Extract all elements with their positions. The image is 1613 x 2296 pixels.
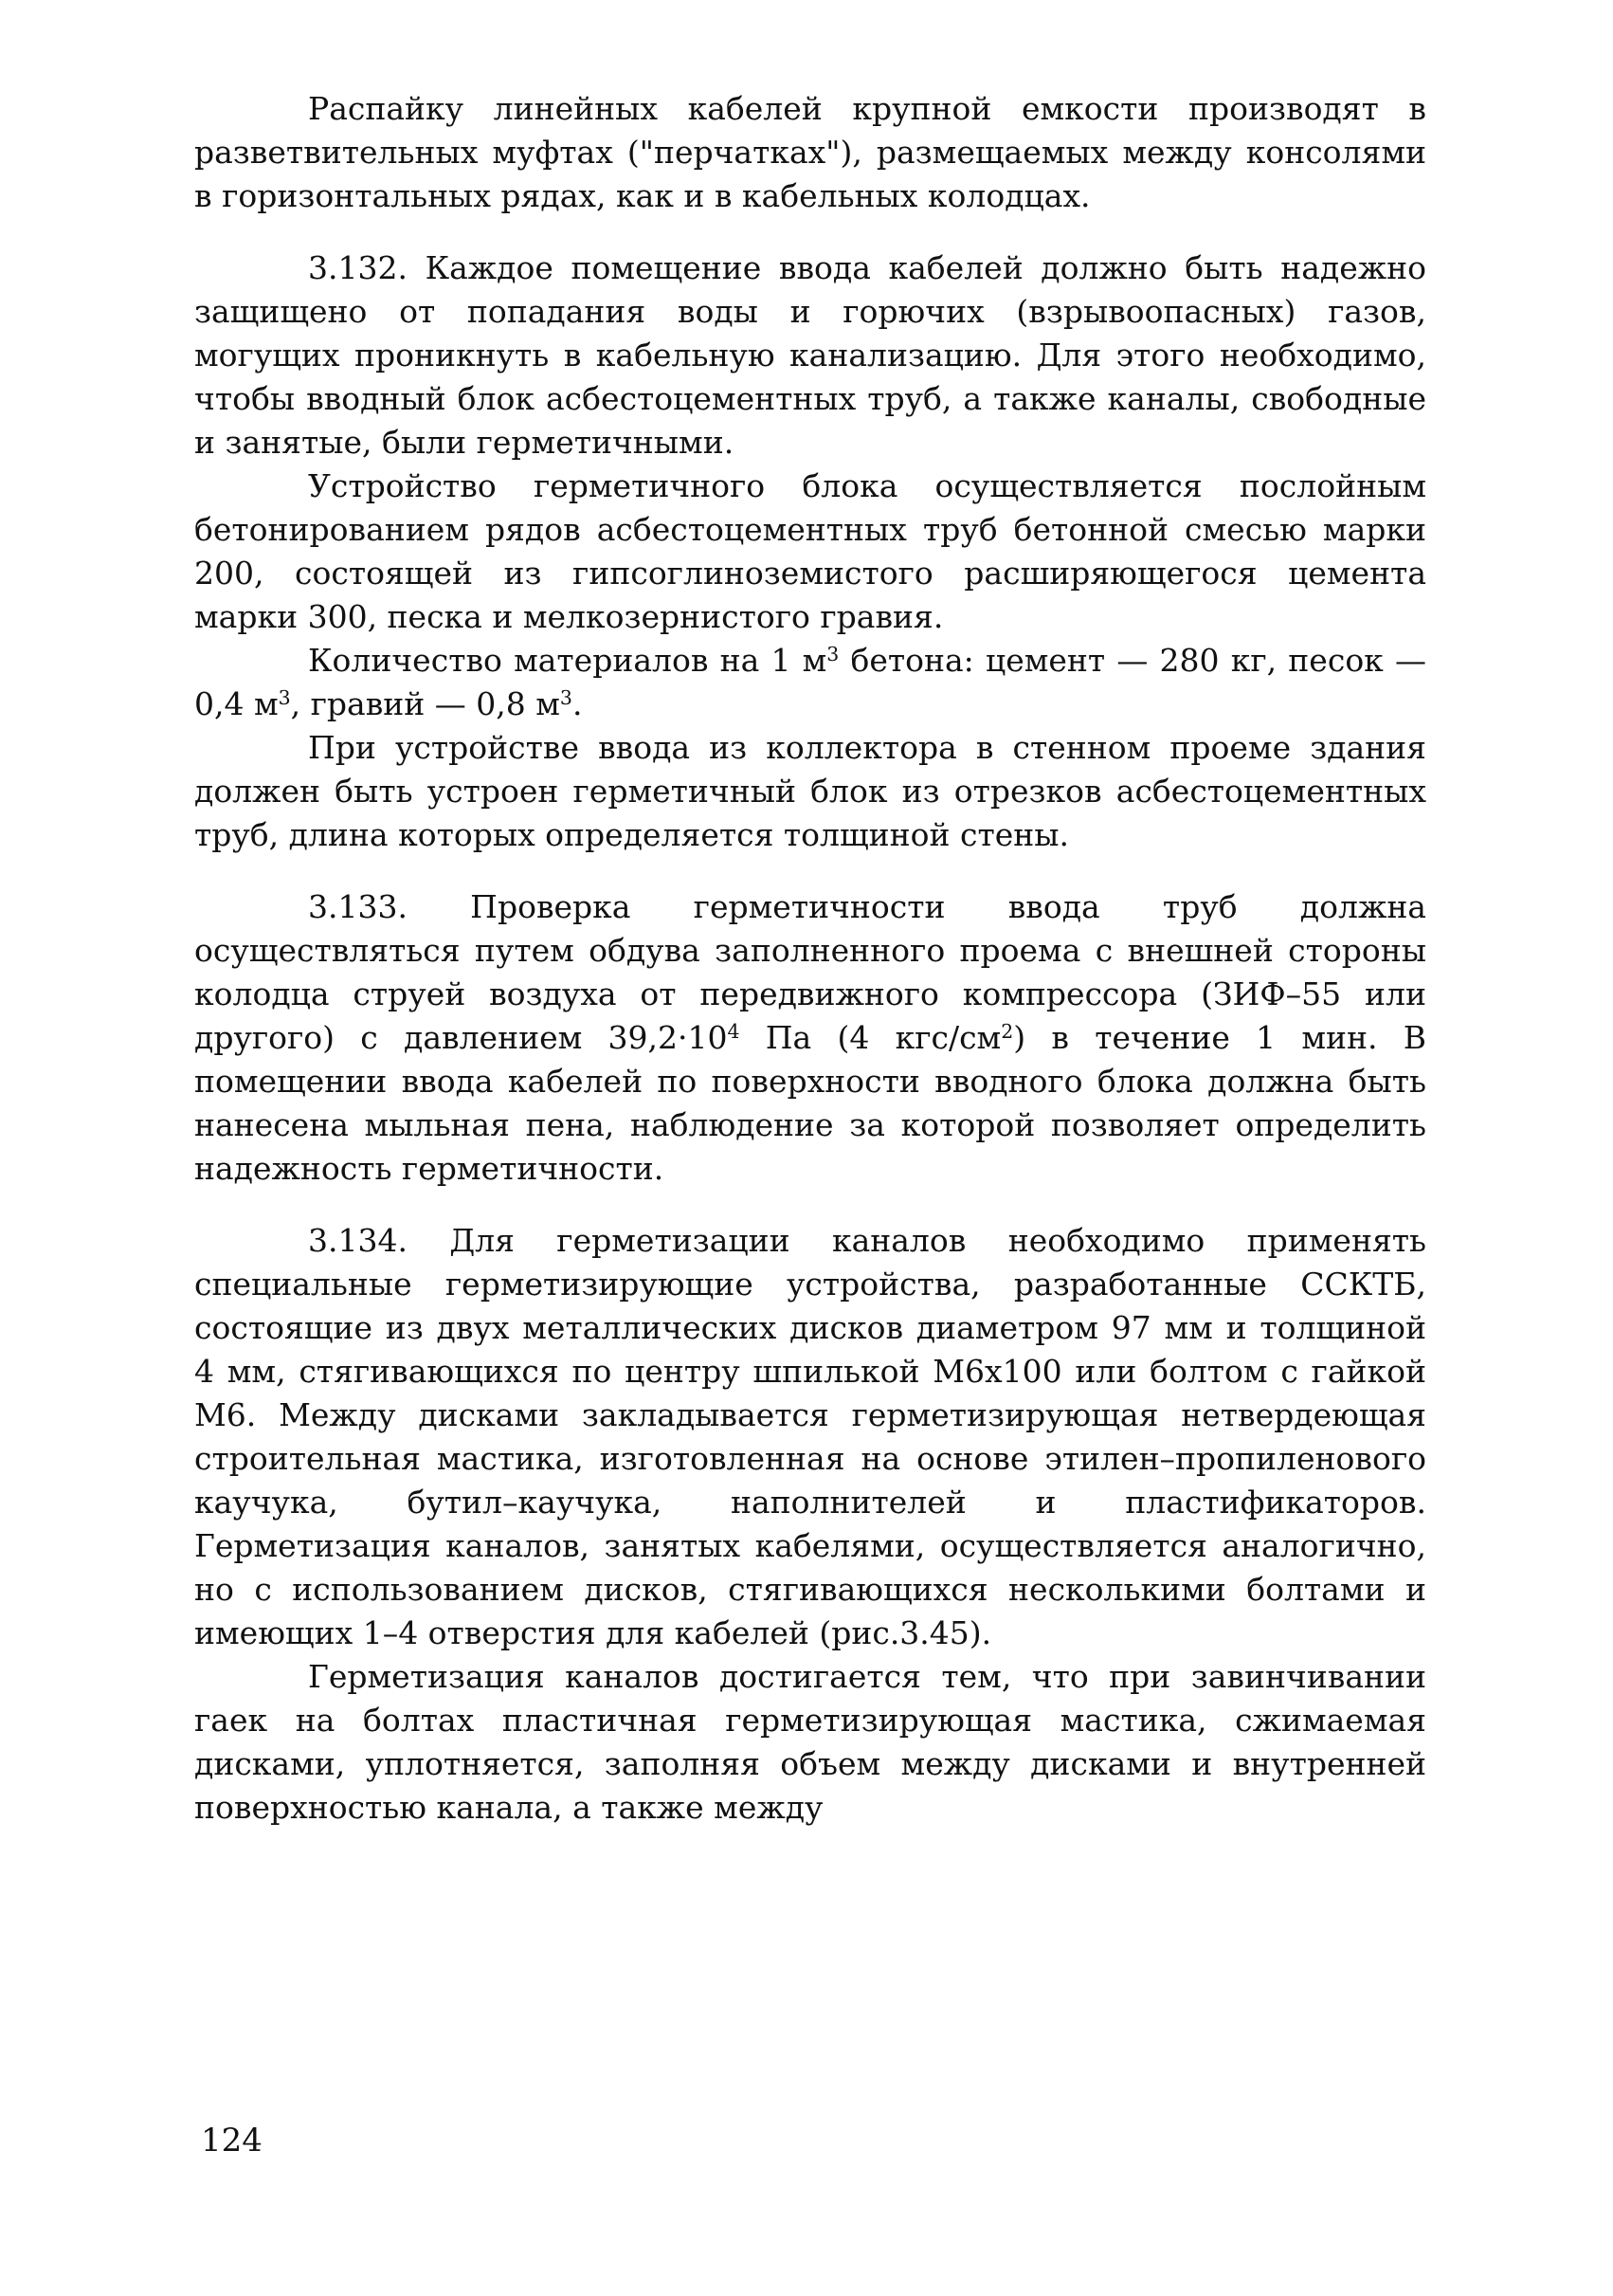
paragraph-3-134: 3.134. Для герметизации каналов необходимо применять специальные герметизирующие устройства, разработанные ССКТБ, состоящие из двух металлических дисков диаметром 97 мм и толщиной 4 мм, стягивающихся по центру шпилькой М6х100 или болтом с гайкой М6. Между дисками закладывается герметизирующая нетвердеющая строительная мастика, изготовленная на основе этилен–пропиленового каучука, бутил–каучука, наполнителей и пластификаторов. Герметизация каналов, занятых кабелями, осуществляется аналогично, но с использованием дисков, стягивающихся несколькими болтами и имеющих 1–4 отверстия для кабелей (рис.3.45).	[194, 1222, 1426, 1651]
paragraph-collector-entry: При устройстве ввода из коллектора в стенном проеме здания должен быть устроен герметичный блок из отрезков асбестоцементных труб, длина которых определяется толщиной стены.	[194, 729, 1426, 853]
paragraph-cable-splicing: Распайку линейных кабелей крупной емкости производят в разветвительных муфтах ("перчатках"), размещаемых между консолями в горизонтальных рядах, как и в кабельных колодцах.	[194, 90, 1426, 214]
paragraph-sealed-block: Устройство герметичного блока осуществляется послойным бетонированием рядов асбестоцементных труб бетонной смесью марки 200, состоящей из гипсоглиноземистого расширяющегося цемента марки 300, песка и мелкозернистого гравия.	[194, 467, 1426, 635]
paragraph-3-133: 3.133. Проверка герметичности ввода труб должна осуществляться путем обдува заполненного проема с внешней стороны колодца струей воздуха от передвижного компрессора (ЗИФ–55 или другого) с давлением $39,2\cdot 10^4$ Па (4 кгс/$см^2$) в течение 1 мин. В помещении ввода кабелей по поверхности вводного блока должна быть нанесена мыльная пена, наблюдение за которой позволяет определить надежность герметичности.	[194, 888, 1426, 1187]
paragraph-3-132: 3.132. Каждое помещение ввода кабелей должно быть надежно защищено от попадания воды и горючих (взрывоопасных) газов, могущих проникнуть в кабельную канализацию. Для этого необходимо, чтобы вводный блок асбестоцементных труб, а также каналы, свободные и занятые, были герметичными.	[194, 249, 1426, 461]
page-number: 124	[201, 2122, 263, 2159]
page-body	[194, 87, 1426, 1830]
paragraph-sealing-mechanism: Герметизация каналов достигается тем, что при завинчивании гаек на болтах пластичная герметизирующая мастика, сжимаемая дисками, уплотняется, заполняя объем между дисками и внутренней поверхностью канала, а также между	[194, 1658, 1426, 1826]
paragraph-materials-quantity: Количество материалов на 1 $м^3$ бетона: цемент — 280 кг, песок — 0,4 $м^3$, гравий — 0,8 $м^3$.	[194, 642, 1426, 722]
